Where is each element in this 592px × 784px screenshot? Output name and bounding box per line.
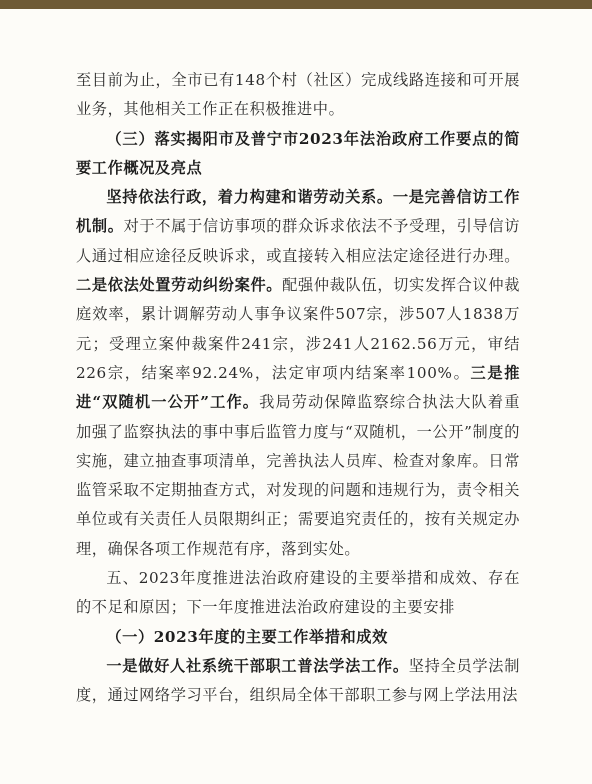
subsection-heading-5-1: （一）2023年度的主要工作举措和成效 bbox=[106, 627, 388, 646]
bold-point-2: 二是依法处置劳动纠纷案件。 bbox=[76, 276, 283, 295]
body-text: 对于不属于信访事项的群众诉求依法不予受理，引导信访人通过相应途径反映诉求，或直接转入相应法定途径进行办理。 bbox=[76, 217, 520, 265]
document-page bbox=[76, 66, 520, 711]
paragraph-administration bbox=[76, 183, 520, 564]
bold-point-3: 三是推进“双随机一公开”工作。 bbox=[76, 363, 520, 412]
body-text: 坚持全员学法制度，通过网络学习平台，组织局全体干部职工参与网上学法用法 bbox=[76, 656, 520, 705]
section-heading-3: （三）落实揭阳市及普宁市2023年法治政府工作要点的简要工作概况及亮点 bbox=[76, 129, 520, 177]
paragraph-village-progress: 至目前为止，全市已有148个村（社区）完成线路连接和可开展业务，其他相关工作正在积极推进中。 bbox=[76, 71, 520, 119]
paragraph-legal-education bbox=[76, 652, 520, 711]
body-text: 我局劳动保障监察综合执法大队着重加强了监察执法的事中事后监管力度与“双随机，一公开”制度的实施，建立抽查事项清单，完善执法人员库、检查对象库。日常监管采取不定期抽查方式，对发现的问题和违规行为，责令相关单位或有关责任人员限期纠正；需要追究责任的，按有关规定办理，确保各项工作规范有序，落到实处。 bbox=[76, 393, 521, 558]
lead-sentence: 一是做好人社系统干部职工普法学法工作。 bbox=[106, 656, 409, 675]
section-heading-5: 五、2023年度推进法治政府建设的主要举措和成效、存在的不足和原因；下一年度推进法治政府建设的主要安排 bbox=[76, 569, 520, 617]
lead-sentence: 坚持依法行政，着力构建和谐劳动关系。一是完善信访工作机制。 bbox=[76, 188, 520, 236]
top-border bbox=[0, 0, 592, 9]
body-text: 配强仲裁队伍，切实发挥合议仲裁庭效率，累计调解劳动人事争议案件507宗，涉507人1838万元；受理立案仲裁案件241宗，涉241人2162.56万元，审结226宗，结案率92.24%，法定审项内结案率100%。 bbox=[76, 276, 520, 382]
